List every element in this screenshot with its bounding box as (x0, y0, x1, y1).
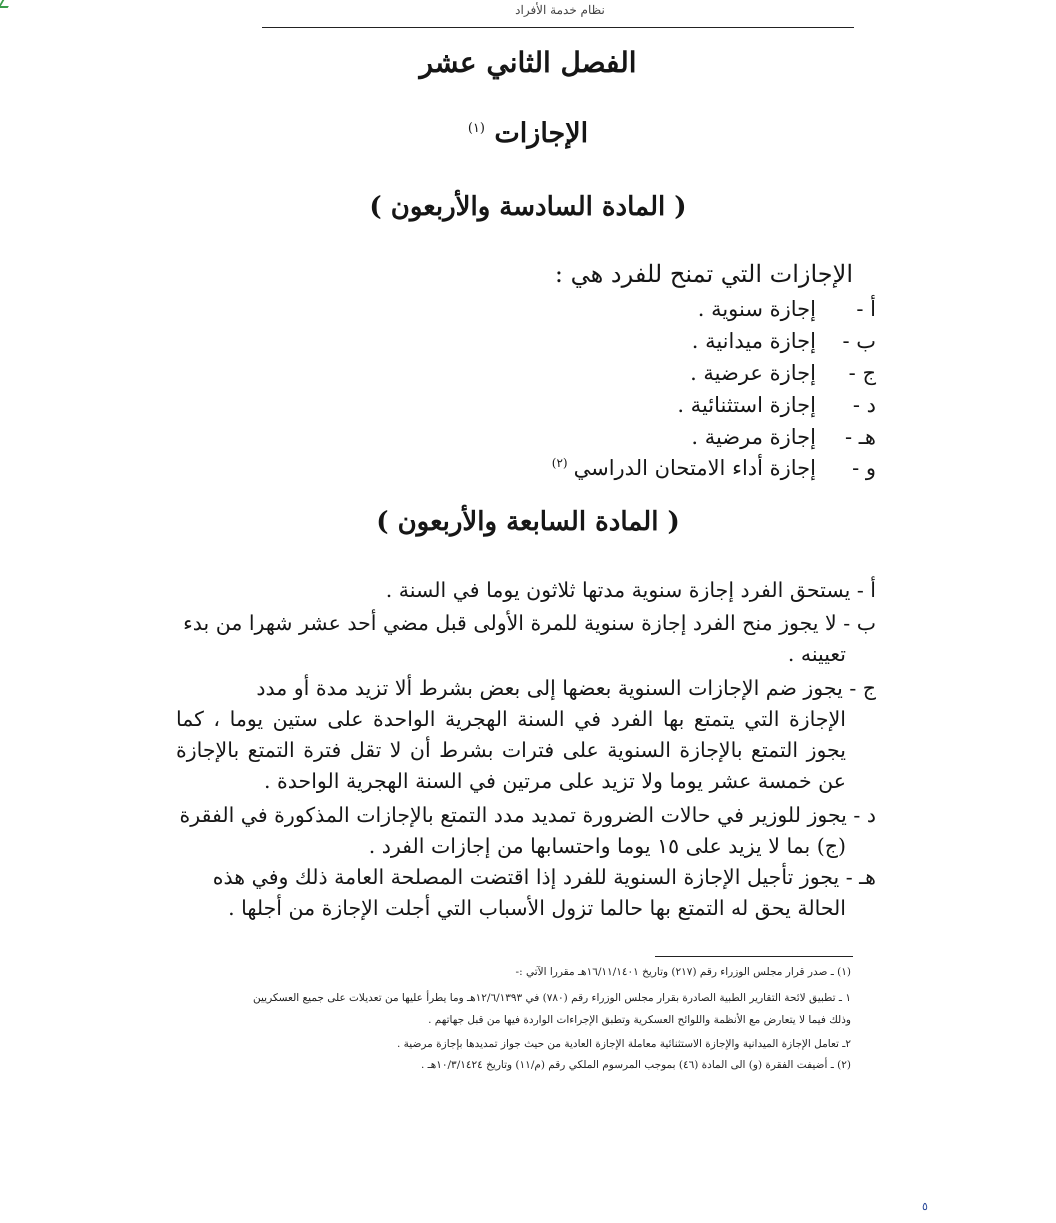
article-47-heading: ( المادة السابعة والأربعون ) (376, 507, 680, 537)
paragraph-continuation: (ج) بما لا يزيد على ١٥ يوما واحتسابها من إجازات الفرد . (368, 834, 846, 858)
footnote: (١) ـ صدر قرار مجلس الوزراء رقم (٢١٧) وتاريخ ١٦/١١/١٤٠١هـ مقررا الآتي :- (515, 966, 851, 978)
footnote: (٢) ـ أضيفت الفقرة (و) الى المادة (٤٦) بموجب المرسوم الملكي رقم (م/١١) وتاريخ ١٠/٣/١٤٢٤هـ . (420, 1059, 851, 1071)
list-item-label: ج - (848, 361, 876, 385)
article-paragraph (176, 862, 876, 924)
list-item (552, 456, 876, 488)
list-item-label: هـ - (845, 425, 876, 449)
article-paragraph (176, 575, 876, 606)
corner-mark (0, 0, 12, 8)
list-item-text: إجازة ميدانية . (691, 329, 816, 353)
list-item-text: إجازة سنوية . (697, 297, 816, 321)
paragraph-label: ج - (842, 676, 876, 700)
article-paragraph (176, 608, 876, 670)
list-item-text: إجازة استثنائية . (677, 393, 816, 417)
paragraph-text: لا يجوز منح الفرد إجازة سنوية للمرة الأولى قبل مضي أحد عشر شهرا من بدء (183, 611, 837, 635)
list-item-text: إجازة أداء الامتحان الدراسي (573, 456, 816, 480)
list-item (692, 329, 876, 361)
paragraph-continuation: الإجازة التي يتمتع بها الفرد في السنة الهجرية الواحدة على ستين يوما ، كما يجوز التمتع بالإجازة السنوية على فترات بشرط أن لا تقل فترة التمتع بالإجازة عن خمسة عشر يوما ولا تزيد على مرتين في السنة الهجرية الواحدة . (176, 707, 846, 793)
paragraph-text: يجوز تأجيل الإجازة السنوية للفرد إذا اقتضت المصلحة العامة ذلك وفي هذه (212, 865, 840, 889)
list-item (698, 297, 876, 329)
footnote: ١ ـ تطبيق لائحة التقارير الطبية الصادرة بقرار مجلس الوزراء رقم (٧٨٠) في ١٢/٦/١٣٩٣هـ وما يطرأ عليها من تعديلات على جميع العسكريين (253, 992, 851, 1004)
paragraph-label: أ - (850, 578, 876, 602)
article-paragraph (176, 673, 876, 797)
footnote: وذلك فيما لا يتعارض مع الأنظمة واللوائح العسكرية وتطبق الإجراءات الواردة فيها من قبل جهاتهم . (428, 1014, 851, 1026)
article-46-heading: ( المادة السادسة والأربعون ) (369, 192, 687, 222)
list-item-label: ب - (842, 329, 876, 353)
paragraph-text: يجوز ضم الإجازات السنوية بعضها إلى بعض بشرط ألا تزيد مدة أو مدد (256, 676, 843, 700)
paragraph-label: ب - (836, 611, 876, 635)
footnote-ref-2: (٢) (551, 456, 568, 470)
list-item-text: إجازة عرضية . (690, 361, 816, 385)
section-title (0, 118, 1056, 149)
running-header: نظام خدمة الأفراد (515, 3, 605, 17)
paragraph-continuation: تعيينه . (787, 642, 846, 666)
paragraph-continuation: الحالة يحق له التمتع بها حالما تزول الأسباب التي أجلت الإجازة من أجلها . (228, 896, 846, 920)
section-title-text: الإجازات (494, 118, 589, 149)
list-item-label: و - (852, 456, 876, 480)
list-item-text: إجازة مرضية . (691, 425, 816, 449)
paragraph-text: يستحق الفرد إجازة سنوية مدتها ثلاثون يوما في السنة . (385, 578, 851, 602)
list-item (677, 393, 876, 425)
article-paragraph (176, 800, 876, 862)
header-rule (262, 27, 854, 28)
chapter-title: الفصل الثاني عشر (419, 46, 637, 79)
list-item (691, 425, 876, 457)
footnote-ref-1: (١) (467, 121, 485, 136)
list-item (690, 361, 876, 393)
paragraph-label: هـ - (839, 865, 876, 889)
article-46-intro: الإجازات التي تمنح للفرد هي : (554, 260, 853, 288)
page-number: ٥ (922, 1200, 928, 1213)
list-item-label: أ - (856, 297, 876, 321)
paragraph-label: د - (846, 803, 876, 827)
footnote: ٢ـ تعامل الإجازة الميدانية والإجازة الاستثنائية معاملة الإجازة العادية من حيث جواز تمديدها بإجازة مرضية . (397, 1038, 851, 1050)
footnote-rule (655, 956, 853, 957)
paragraph-text: يجوز للوزير في حالات الضرورة تمديد مدد التمتع بالإجازات المذكورة في الفقرة (179, 803, 847, 827)
list-item-label: د - (852, 393, 876, 417)
